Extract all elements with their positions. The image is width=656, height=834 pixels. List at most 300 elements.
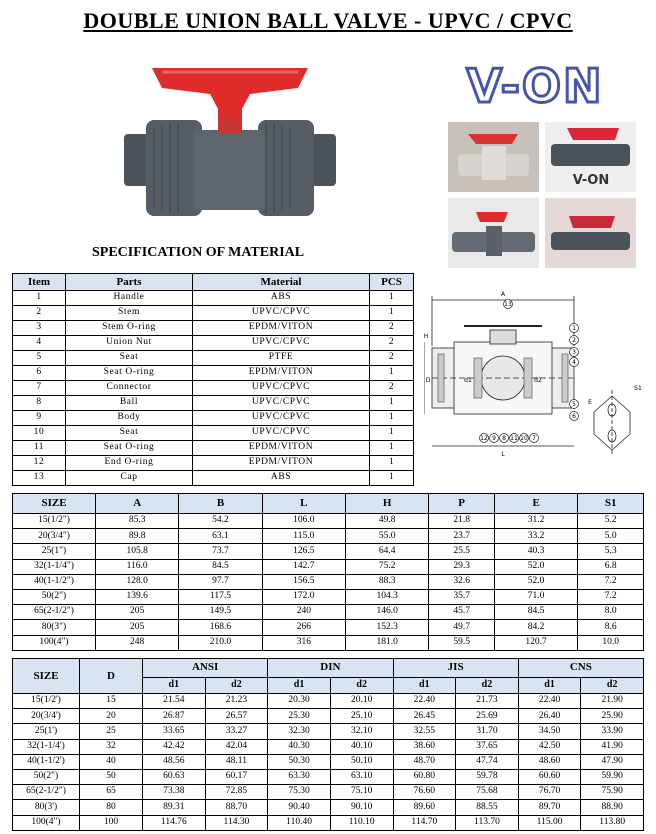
table-cell: 116.0 bbox=[96, 559, 179, 574]
table-cell: 63.30 bbox=[268, 769, 331, 784]
table-row bbox=[13, 815, 644, 830]
table-cell: Seat bbox=[66, 426, 193, 441]
standards-table bbox=[12, 658, 644, 831]
materials-table bbox=[12, 273, 414, 486]
table-cell: 76.70 bbox=[518, 785, 581, 800]
col-header-cns-d1: d1 bbox=[518, 677, 581, 693]
table-cell: 52.0 bbox=[494, 574, 577, 589]
table-cell: 88.90 bbox=[581, 800, 644, 815]
table-cell: 75.10 bbox=[330, 785, 393, 800]
table-cell: 152.3 bbox=[345, 620, 428, 635]
callout-label: 3 bbox=[572, 349, 576, 356]
col-header-size: SIZE bbox=[13, 494, 96, 514]
table-cell: 8.6 bbox=[578, 620, 644, 635]
table-cell: 63.1 bbox=[179, 529, 262, 544]
table-cell: Seat O-ring bbox=[66, 441, 193, 456]
table-cell: 73.7 bbox=[179, 544, 262, 559]
table-cell: 76.60 bbox=[393, 785, 456, 800]
table-cell: 50.10 bbox=[330, 754, 393, 769]
table-cell: Stem O-ring bbox=[66, 321, 193, 336]
table-cell: 88.70 bbox=[205, 800, 268, 815]
table-cell: 40 bbox=[80, 754, 143, 769]
table-cell: 33.2 bbox=[494, 529, 577, 544]
table-row bbox=[13, 396, 414, 411]
table-row bbox=[13, 456, 414, 471]
table-row bbox=[13, 426, 414, 441]
col-header-cns-d2: d2 bbox=[581, 677, 644, 693]
table-cell: ABS bbox=[193, 291, 370, 306]
table-cell: EPDM/VITON bbox=[193, 366, 370, 381]
table-cell: 110.10 bbox=[330, 815, 393, 830]
table-cell: 41.90 bbox=[581, 739, 644, 754]
table-cell: 89.70 bbox=[518, 800, 581, 815]
table-cell: 71.0 bbox=[494, 589, 577, 604]
table-cell: 63.10 bbox=[330, 769, 393, 784]
valve-product-image bbox=[110, 60, 350, 228]
table-cell: 26.45 bbox=[393, 709, 456, 724]
dim-label-a: A bbox=[500, 291, 506, 298]
dim-label-s1: S1 bbox=[634, 385, 642, 392]
table-cell: 26.87 bbox=[143, 709, 206, 724]
table-row bbox=[13, 291, 414, 306]
table-cell: 55.0 bbox=[345, 529, 428, 544]
callout-label: 1 bbox=[572, 325, 576, 332]
table-cell: 100(4") bbox=[13, 815, 80, 830]
table-row bbox=[13, 471, 414, 486]
table-row bbox=[13, 635, 644, 650]
table-cell: 1 bbox=[370, 456, 414, 471]
table-cell: 3 bbox=[13, 321, 66, 336]
table-cell: 34.50 bbox=[518, 724, 581, 739]
table-cell: 4 bbox=[13, 336, 66, 351]
table-cell: 316 bbox=[262, 635, 345, 650]
table-cell: 32.55 bbox=[393, 724, 456, 739]
col-header-ansi-d2: d2 bbox=[205, 677, 268, 693]
brand-logo-text: V-ON bbox=[466, 59, 604, 110]
table-cell: 75.68 bbox=[456, 785, 519, 800]
table-cell: UPVC/CPVC bbox=[193, 381, 370, 396]
table-cell: EPDM/VITON bbox=[193, 441, 370, 456]
photo-dark-valve bbox=[545, 198, 636, 268]
table-cell: UPVC/CPVC bbox=[193, 426, 370, 441]
dim-label-d1: d1 bbox=[464, 377, 472, 384]
col-group-jis: JIS bbox=[393, 659, 518, 678]
col-header-l: L bbox=[262, 494, 345, 514]
table-row bbox=[13, 724, 644, 739]
table-cell: 40(1-1/2") bbox=[13, 574, 96, 589]
table-cell: 10.0 bbox=[578, 635, 644, 650]
dim-label-h: H bbox=[424, 333, 429, 340]
table-cell: 25(1") bbox=[13, 544, 96, 559]
table-cell: 25 bbox=[80, 724, 143, 739]
table-cell: 10 bbox=[13, 426, 66, 441]
table-cell: 100 bbox=[80, 815, 143, 830]
table-row bbox=[13, 754, 644, 769]
col-header-a: A bbox=[96, 494, 179, 514]
photo-branded-valve bbox=[545, 122, 636, 192]
col-header-e: E bbox=[494, 494, 577, 514]
table-cell: 2 bbox=[13, 306, 66, 321]
table-cell: Seat O-ring bbox=[66, 366, 193, 381]
table-cell: 97.7 bbox=[179, 574, 262, 589]
table-cell: 50(2") bbox=[13, 769, 80, 784]
brand-logo bbox=[432, 58, 638, 110]
table-row bbox=[13, 785, 644, 800]
table-row bbox=[13, 336, 414, 351]
table-cell: UPVC/CPVC bbox=[193, 306, 370, 321]
table-cell: 32(1-1/4") bbox=[13, 559, 96, 574]
table-cell: 90.40 bbox=[268, 800, 331, 815]
table-cell: 25.90 bbox=[581, 709, 644, 724]
table-cell: 50(2") bbox=[13, 589, 96, 604]
table-cell: 20.30 bbox=[268, 694, 331, 709]
table-cell: 120.7 bbox=[494, 635, 577, 650]
table-cell: 26.57 bbox=[205, 709, 268, 724]
table-cell: 149.5 bbox=[179, 605, 262, 620]
table-cell: 73.38 bbox=[143, 785, 206, 800]
table-cell: 1 bbox=[13, 291, 66, 306]
table-cell: 80 bbox=[80, 800, 143, 815]
table-cell: 8 bbox=[13, 396, 66, 411]
table-cell: 32(1-1/4') bbox=[13, 739, 80, 754]
table-cell: 15 bbox=[80, 694, 143, 709]
table-cell: 31.70 bbox=[456, 724, 519, 739]
table-cell: UPVC/CPVC bbox=[193, 336, 370, 351]
table-cell: 20 bbox=[80, 709, 143, 724]
table-row bbox=[13, 589, 644, 604]
table-cell: 11 bbox=[13, 441, 66, 456]
table-cell: 59.78 bbox=[456, 769, 519, 784]
table-cell: EPDM/VITON bbox=[193, 456, 370, 471]
col-header-s1: S1 bbox=[578, 494, 644, 514]
callout-label: 8 bbox=[502, 435, 506, 442]
table-cell: 48.56 bbox=[143, 754, 206, 769]
table-cell: 54.2 bbox=[179, 514, 262, 529]
col-header-ansi-d1: d1 bbox=[143, 677, 206, 693]
table-cell: 20(3/4') bbox=[13, 709, 80, 724]
table-cell: 205 bbox=[96, 605, 179, 620]
table-row bbox=[13, 529, 644, 544]
table-cell: 156.5 bbox=[262, 574, 345, 589]
table-cell: 40.10 bbox=[330, 739, 393, 754]
table-row bbox=[13, 411, 414, 426]
table-cell: 35.7 bbox=[429, 589, 495, 604]
table-cell: 168.6 bbox=[179, 620, 262, 635]
table-cell: 49.7 bbox=[429, 620, 495, 635]
table-row bbox=[13, 739, 644, 754]
table-cell: 32.30 bbox=[268, 724, 331, 739]
table-row bbox=[13, 709, 644, 724]
spec-title: SPECIFICATION OF MATERIAL bbox=[92, 245, 305, 260]
table-cell: 29.3 bbox=[429, 559, 495, 574]
table-cell: 25.5 bbox=[429, 544, 495, 559]
table-row bbox=[13, 620, 644, 635]
table-cell: 59.5 bbox=[429, 635, 495, 650]
table-cell: 21.90 bbox=[581, 694, 644, 709]
table-cell: 75.30 bbox=[268, 785, 331, 800]
table-row bbox=[13, 441, 414, 456]
table-cell: 126.5 bbox=[262, 544, 345, 559]
table-cell: End O-ring bbox=[66, 456, 193, 471]
col-header-size: SIZE bbox=[13, 659, 80, 694]
callout-label: 2 bbox=[572, 337, 576, 344]
table-cell: 240 bbox=[262, 605, 345, 620]
table-cell: 7.2 bbox=[578, 574, 644, 589]
table-cell: 12 bbox=[13, 456, 66, 471]
photo-logo-text: V-ON bbox=[572, 173, 610, 188]
callout-label: 7 bbox=[532, 435, 536, 442]
table-cell: Connector bbox=[66, 381, 193, 396]
table-cell: 45.7 bbox=[429, 605, 495, 620]
table-cell: 100(4") bbox=[13, 635, 96, 650]
table-cell: 2 bbox=[370, 381, 414, 396]
table-cell: 84.2 bbox=[494, 620, 577, 635]
table-cell: 50 bbox=[80, 769, 143, 784]
table-cell: 142.7 bbox=[262, 559, 345, 574]
table-cell: 114.76 bbox=[143, 815, 206, 830]
table-cell: PTFE bbox=[193, 351, 370, 366]
col-header-item: Item bbox=[13, 274, 66, 291]
table-cell: 40.30 bbox=[268, 739, 331, 754]
table-cell: 13 bbox=[13, 471, 66, 486]
table-cell: 89.31 bbox=[143, 800, 206, 815]
callout-label: 9 bbox=[492, 435, 496, 442]
table-cell: 2 bbox=[370, 321, 414, 336]
table-cell: 26.40 bbox=[518, 709, 581, 724]
table-row bbox=[13, 381, 414, 396]
table-cell: 75.90 bbox=[581, 785, 644, 800]
product-photo-grid bbox=[448, 122, 636, 268]
table-cell: 52.0 bbox=[494, 559, 577, 574]
table-cell: 5.2 bbox=[578, 514, 644, 529]
table-cell: 22.40 bbox=[393, 694, 456, 709]
table-cell: 80(3') bbox=[13, 800, 80, 815]
callout-label: 10 bbox=[520, 435, 528, 442]
table-row bbox=[13, 800, 644, 815]
table-cell: 85.3 bbox=[96, 514, 179, 529]
table-cell: 50.30 bbox=[268, 754, 331, 769]
table-cell: 2 bbox=[370, 351, 414, 366]
col-group-din: DIN bbox=[268, 659, 393, 678]
dimensions-header-row bbox=[13, 494, 644, 514]
table-cell: 117.5 bbox=[179, 589, 262, 604]
table-cell: 6.8 bbox=[578, 559, 644, 574]
dim-label-e: E bbox=[588, 399, 592, 406]
table-cell: 1 bbox=[370, 291, 414, 306]
table-cell: 40.3 bbox=[494, 544, 577, 559]
table-cell: UPVC/CPVC bbox=[193, 396, 370, 411]
table-cell: 113.70 bbox=[456, 815, 519, 830]
table-cell: 20(3/4") bbox=[13, 529, 96, 544]
table-cell: 25(1') bbox=[13, 724, 80, 739]
table-cell: 113.80 bbox=[581, 815, 644, 830]
table-cell: Body bbox=[66, 411, 193, 426]
table-cell: 48.60 bbox=[518, 754, 581, 769]
table-cell: 59.90 bbox=[581, 769, 644, 784]
dim-label-d: D bbox=[425, 377, 431, 384]
table-cell: 88.55 bbox=[456, 800, 519, 815]
table-cell: 90.10 bbox=[330, 800, 393, 815]
dim-label-d2: d2 bbox=[534, 377, 542, 384]
callout-label: 4 bbox=[572, 359, 576, 366]
standards-group-row bbox=[13, 659, 644, 678]
col-header-pcs: PCS bbox=[370, 274, 414, 291]
table-cell: 38.60 bbox=[393, 739, 456, 754]
photo-open-valve bbox=[448, 198, 539, 268]
table-cell: 1 bbox=[370, 366, 414, 381]
table-cell: 25.10 bbox=[330, 709, 393, 724]
table-cell: 106.0 bbox=[262, 514, 345, 529]
table-cell: UPVC/CPVC bbox=[193, 411, 370, 426]
table-cell: 88.3 bbox=[345, 574, 428, 589]
table-cell: 1 bbox=[370, 441, 414, 456]
table-row bbox=[13, 769, 644, 784]
table-row bbox=[13, 559, 644, 574]
table-cell: 25.30 bbox=[268, 709, 331, 724]
table-cell: 65(2-1/2") bbox=[13, 785, 80, 800]
table-cell: 5.3 bbox=[578, 544, 644, 559]
table-row bbox=[13, 605, 644, 620]
table-cell: 48.11 bbox=[205, 754, 268, 769]
col-header-d: D bbox=[80, 659, 143, 694]
table-cell: 21.23 bbox=[205, 694, 268, 709]
callout-label: 11 bbox=[510, 435, 518, 442]
callout-label: 5 bbox=[572, 401, 576, 408]
table-cell: 21.73 bbox=[456, 694, 519, 709]
table-cell: 42.50 bbox=[518, 739, 581, 754]
table-cell: 21.8 bbox=[429, 514, 495, 529]
table-cell: ABS bbox=[193, 471, 370, 486]
col-header-jis-d2: d2 bbox=[456, 677, 519, 693]
table-cell: 84.5 bbox=[494, 605, 577, 620]
table-cell: 80(3") bbox=[13, 620, 96, 635]
table-cell: Seat bbox=[66, 351, 193, 366]
table-cell: 5.0 bbox=[578, 529, 644, 544]
table-cell: 128.0 bbox=[96, 574, 179, 589]
table-cell: 22.40 bbox=[518, 694, 581, 709]
table-cell: 20.10 bbox=[330, 694, 393, 709]
table-row bbox=[13, 514, 644, 529]
table-cell: Union Nut bbox=[66, 336, 193, 351]
materials-header-row bbox=[13, 274, 414, 291]
table-cell: 181.0 bbox=[345, 635, 428, 650]
table-cell: 7 bbox=[13, 381, 66, 396]
callout-label: 12 bbox=[480, 435, 488, 442]
table-cell: 1 bbox=[370, 471, 414, 486]
table-cell: 89.60 bbox=[393, 800, 456, 815]
table-cell: 32.10 bbox=[330, 724, 393, 739]
table-cell: 266 bbox=[262, 620, 345, 635]
table-cell: 60.17 bbox=[205, 769, 268, 784]
table-cell: 1 bbox=[370, 426, 414, 441]
table-cell: Handle bbox=[66, 291, 193, 306]
table-cell: 31.2 bbox=[494, 514, 577, 529]
dim-label-l: L bbox=[501, 451, 505, 458]
table-cell: 60.63 bbox=[143, 769, 206, 784]
table-cell: 33.90 bbox=[581, 724, 644, 739]
table-cell: 15(1/2") bbox=[13, 514, 96, 529]
table-row bbox=[13, 544, 644, 559]
table-cell: 33.27 bbox=[205, 724, 268, 739]
table-cell: 104.3 bbox=[345, 589, 428, 604]
table-cell: 89.8 bbox=[96, 529, 179, 544]
table-cell: 115.0 bbox=[262, 529, 345, 544]
table-cell: Ball bbox=[66, 396, 193, 411]
table-cell: 47.74 bbox=[456, 754, 519, 769]
table-cell: 84.5 bbox=[179, 559, 262, 574]
table-cell: 1 bbox=[370, 396, 414, 411]
table-cell: 64.4 bbox=[345, 544, 428, 559]
table-cell: Cap bbox=[66, 471, 193, 486]
page-title: DOUBLE UNION BALL VALVE - UPVC / CPVC bbox=[83, 8, 573, 33]
table-cell: 21.54 bbox=[143, 694, 206, 709]
table-cell: 25.69 bbox=[456, 709, 519, 724]
table-cell: 23.7 bbox=[429, 529, 495, 544]
technical-drawing bbox=[424, 286, 650, 466]
col-header-material: Material bbox=[193, 274, 370, 291]
table-cell: 172.0 bbox=[262, 589, 345, 604]
col-header-din-d1: d1 bbox=[268, 677, 331, 693]
table-cell: EPDM/VITON bbox=[193, 321, 370, 336]
table-cell: 32.6 bbox=[429, 574, 495, 589]
col-header-p: P bbox=[429, 494, 495, 514]
callout-label: 13 bbox=[504, 301, 512, 308]
table-cell: 210.0 bbox=[179, 635, 262, 650]
table-cell: 146.0 bbox=[345, 605, 428, 620]
table-row bbox=[13, 306, 414, 321]
col-header-jis-d1: d1 bbox=[393, 677, 456, 693]
table-cell: 49.8 bbox=[345, 514, 428, 529]
table-cell: 248 bbox=[96, 635, 179, 650]
table-cell: 8.0 bbox=[578, 605, 644, 620]
photo-grey-valve bbox=[448, 122, 539, 192]
table-cell: 105.8 bbox=[96, 544, 179, 559]
table-cell: 75.2 bbox=[345, 559, 428, 574]
table-cell: 139.6 bbox=[96, 589, 179, 604]
table-cell: 65(2-1/2") bbox=[13, 605, 96, 620]
table-cell: 9 bbox=[13, 411, 66, 426]
table-cell: 42.42 bbox=[143, 739, 206, 754]
table-cell: 110.40 bbox=[268, 815, 331, 830]
table-cell: 205 bbox=[96, 620, 179, 635]
table-cell: 2 bbox=[370, 336, 414, 351]
col-header-h: H bbox=[345, 494, 428, 514]
table-cell: 40(1-1/2') bbox=[13, 754, 80, 769]
table-cell: 6 bbox=[13, 366, 66, 381]
table-row bbox=[13, 366, 414, 381]
table-cell: 115.00 bbox=[518, 815, 581, 830]
table-row bbox=[13, 574, 644, 589]
table-row bbox=[13, 321, 414, 336]
table-cell: 72.85 bbox=[205, 785, 268, 800]
col-group-cns: CNS bbox=[518, 659, 643, 678]
table-row bbox=[13, 694, 644, 709]
table-cell: 5 bbox=[13, 351, 66, 366]
table-cell: 114.70 bbox=[393, 815, 456, 830]
table-cell: 114.30 bbox=[205, 815, 268, 830]
table-cell: Stem bbox=[66, 306, 193, 321]
table-cell: 42.04 bbox=[205, 739, 268, 754]
dimensions-table bbox=[12, 493, 644, 651]
table-cell: 47.90 bbox=[581, 754, 644, 769]
col-header-b: B bbox=[179, 494, 262, 514]
table-cell: 65 bbox=[80, 785, 143, 800]
table-cell: 48.70 bbox=[393, 754, 456, 769]
table-cell: 15(1/2') bbox=[13, 694, 80, 709]
col-header-din-d2: d2 bbox=[330, 677, 393, 693]
table-cell: 33.65 bbox=[143, 724, 206, 739]
callout-label: 6 bbox=[572, 413, 576, 420]
